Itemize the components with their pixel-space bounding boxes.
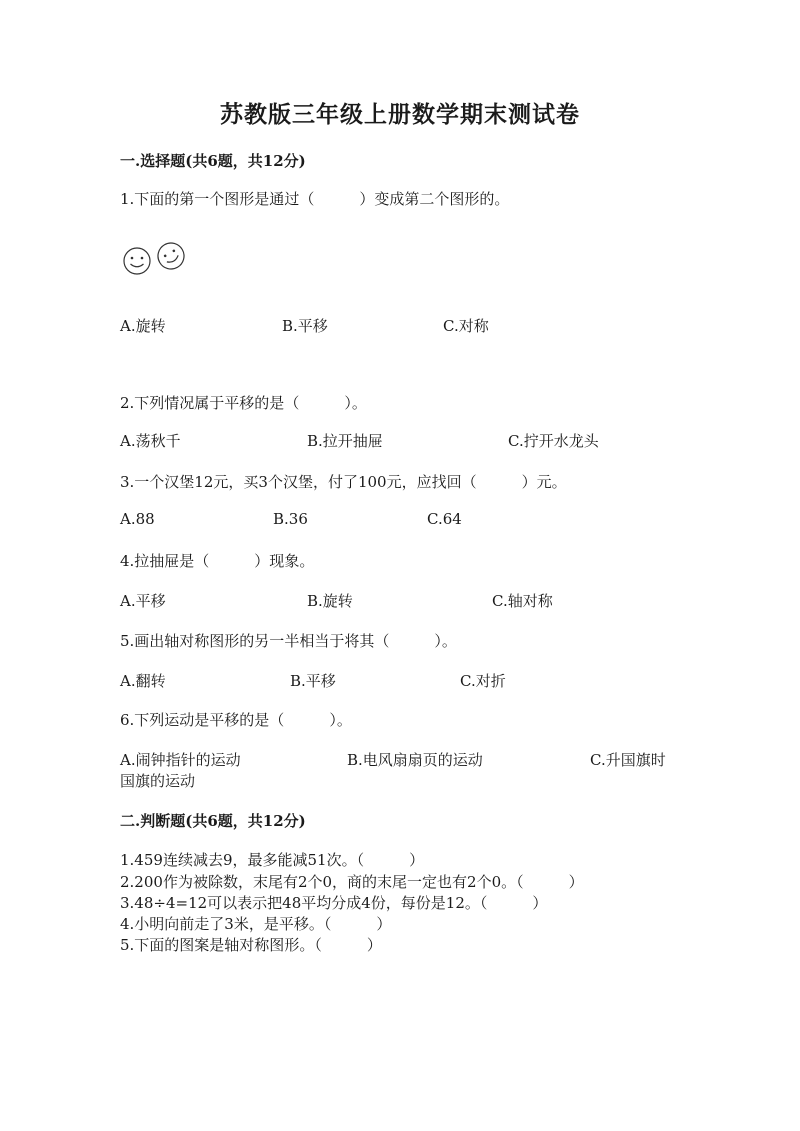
question-2-option-a: A.荡秋千 bbox=[120, 432, 181, 450]
question-4-text: 4.拉抽屉是（ ）现象。 bbox=[120, 552, 315, 570]
question-1-option-a: A.旋转 bbox=[120, 317, 166, 335]
question-5-text: 5.画出轴对称图形的另一半相当于将其（ ）。 bbox=[120, 632, 457, 650]
rotated-smiley-face-icon bbox=[153, 240, 189, 274]
judgment-question-3: 3.48÷4=12可以表示把48平均分成4份，每份是12。（ ） bbox=[120, 894, 548, 912]
judgment-question-1: 1.459连续减去9，最多能减51次。（ ） bbox=[120, 851, 425, 869]
question-6-option-c-continued: 国旗的运动 bbox=[120, 772, 196, 790]
question-3-option-a: A.88 bbox=[120, 510, 155, 528]
judgment-question-4: 4.小明向前走了3米，是平移。（ ） bbox=[120, 915, 392, 933]
judgment-question-2: 2.200作为被除数，末尾有2个0，商的末尾一定也有2个0。（ ） bbox=[120, 873, 584, 891]
question-2-text: 2.下列情况属于平移的是（ ）。 bbox=[120, 394, 367, 412]
judgment-question-5: 5.下面的图案是轴对称图形。（ ） bbox=[120, 936, 382, 954]
question-1-option-c: C.对称 bbox=[443, 317, 489, 335]
section-heading-choice: 一.选择题(共6题，共12分) bbox=[120, 152, 306, 170]
question-5-option-b: B.平移 bbox=[290, 672, 336, 690]
section-heading-judgment: 二.判断题(共6题，共12分) bbox=[120, 812, 306, 830]
question-4-option-b: B.旋转 bbox=[307, 592, 353, 610]
question-4-option-a: A.平移 bbox=[120, 592, 166, 610]
question-4-option-c: C.轴对称 bbox=[492, 592, 553, 610]
question-2-option-c: C.拧开水龙头 bbox=[508, 432, 599, 450]
question-2-option-b: B.拉开抽屉 bbox=[307, 432, 383, 450]
question-6-option-b: B.电风扇扇页的运动 bbox=[347, 751, 483, 769]
question-1-figure bbox=[120, 240, 190, 276]
question-6-text: 6.下列运动是平移的是（ ）。 bbox=[120, 711, 352, 729]
question-3-option-c: C.64 bbox=[427, 510, 462, 528]
smiley-face-icon bbox=[124, 248, 150, 274]
question-5-option-a: A.翻转 bbox=[120, 672, 166, 690]
question-3-text: 3.一个汉堡12元，买3个汉堡，付了100元，应找回（ ）元。 bbox=[120, 473, 567, 491]
page-title: 苏教版三年级上册数学期末测试卷 bbox=[220, 101, 580, 128]
question-1-text: 1.下面的第一个图形是通过（ ）变成第二个图形的。 bbox=[120, 190, 510, 208]
question-1-option-b: B.平移 bbox=[282, 317, 328, 335]
question-3-option-b: B.36 bbox=[273, 510, 308, 528]
question-5-option-c: C.对折 bbox=[460, 672, 506, 690]
question-6-option-c: C.升国旗时 bbox=[590, 751, 666, 769]
question-6-option-a: A.闹钟指针的运动 bbox=[120, 751, 241, 769]
